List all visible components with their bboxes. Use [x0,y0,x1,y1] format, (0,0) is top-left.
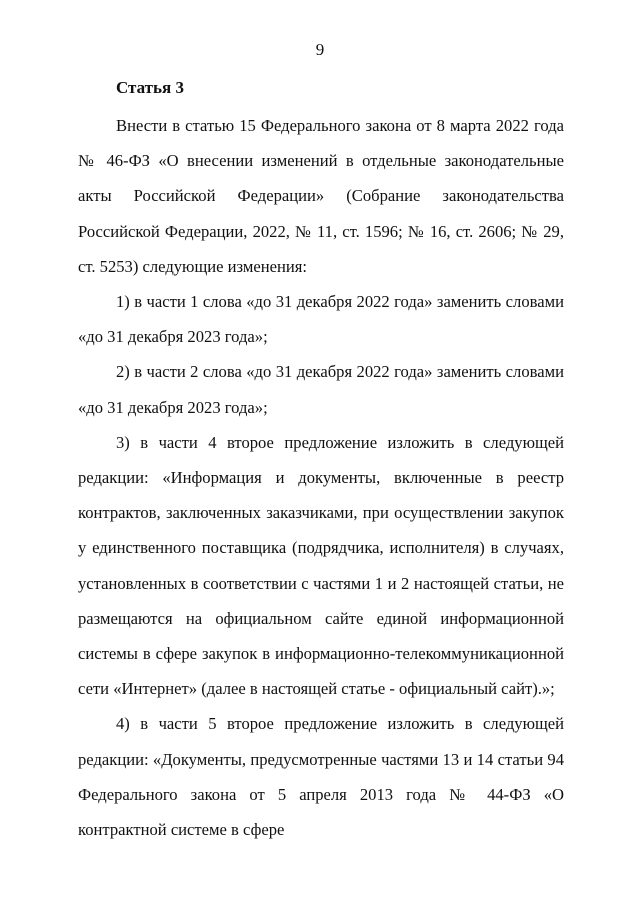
item-3-paragraph: 3) в части 4 второе предложение изложить в следующей редакции: «Информация и документы, включенные в реестр контрактов, заключенных заказчиками, при осуществлении закупок у единственного поставщика (подрядчика, исполнителя) в случаях, установленных в соответствии с частями 1 и 2 настоящей статьи, не размещаются на официальном сайте единой информационной системы в сфере закупок в информационно-телекоммуникационной сети «Интернет» (далее в настоящей статье - официальный сайт).»; [78,432,564,699]
item-1-paragraph: 1) в части 1 слова «до 31 декабря 2022 года» заменить словами «до 31 декабря 2023 года»; [78,292,564,347]
page-number: 9 [315,40,325,59]
item-4-paragraph: 4) в части 5 второе предложение изложить в следующей редакции: «Документы, предусмотренные частями 13 и 14 статьи 94 Федерального закона от 5 апреля 2013 года № 44-ФЗ «О контрактной системе в сфере [78,714,564,840]
article-title: Статья 3 [116,78,184,97]
article-body [78,108,564,847]
intro-paragraph: Внести в статью 15 Федерального закона от 8 марта 2022 года № 46-ФЗ «О внесении изменений в отдельные законодательные акты Российской Федерации» (Собрание законодательства Российской Федерации, 2022, № 11, ст. 1596; № 16, ст. 2606; № 29, ст. 5253) следующие изменения: [78,116,564,276]
item-2-paragraph: 2) в части 2 слова «до 31 декабря 2022 года» заменить словами «до 31 декабря 2023 года»; [78,362,564,417]
